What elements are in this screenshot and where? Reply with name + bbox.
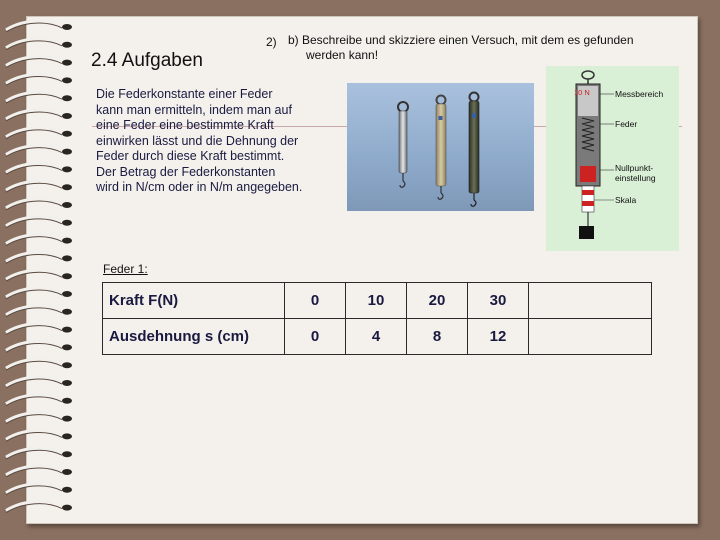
spiral-hole — [62, 220, 72, 226]
spiral-hole — [62, 42, 72, 48]
spiral-hole — [62, 113, 72, 119]
spiral-ring — [6, 92, 62, 101]
spiral-hole — [62, 24, 72, 30]
spiral-hole — [62, 149, 72, 155]
spiral-hole — [62, 451, 72, 457]
task-line-2: werden kann! — [306, 48, 379, 62]
spiral-ring — [6, 270, 62, 279]
spiral-ring — [6, 448, 62, 457]
spiral-ring — [6, 484, 62, 493]
label-range: Messbereich — [615, 89, 664, 99]
spiral-ring — [6, 74, 62, 83]
spiral-hole — [62, 60, 72, 66]
task-number: 2) — [266, 35, 277, 49]
spiral-ring — [6, 502, 62, 511]
spiral-ring — [6, 288, 62, 297]
table-cell: 20 — [407, 283, 468, 319]
spiral-hole — [62, 291, 72, 297]
spiral-hole — [62, 469, 72, 475]
spiral-ring — [6, 57, 62, 66]
spiral-ring — [6, 235, 62, 244]
spiral-hole — [62, 95, 72, 101]
spiral-hole — [62, 487, 72, 493]
measurement-table — [102, 282, 652, 355]
table-cell: 0 — [285, 283, 346, 319]
table-cell: 10 — [346, 283, 407, 319]
spiral-hole — [62, 309, 72, 315]
description-line: Der Betrag der Federkonstanten — [96, 164, 276, 179]
spiral-hole — [62, 273, 72, 279]
spiral-ring — [6, 377, 62, 386]
row-header: Kraft F(N) — [103, 283, 285, 319]
description-line: kann man ermitteln, indem man auf — [96, 102, 292, 117]
task-text — [288, 33, 683, 63]
table-cell: 8 — [407, 319, 468, 355]
spiral-ring — [6, 413, 62, 422]
spiral-ring — [6, 163, 62, 172]
spiral-hole — [62, 184, 72, 190]
label-scale: Skala — [615, 195, 637, 205]
spiral-ring — [6, 128, 62, 137]
label-zero-2: einstellung — [615, 173, 656, 183]
spring-label: Feder 1: — [103, 262, 148, 276]
spiral-hole — [62, 380, 72, 386]
spiral-hole — [62, 433, 72, 439]
spiral-ring — [6, 199, 62, 208]
description-line: Die Federkonstante einer Feder — [96, 87, 273, 101]
table-cell: 12 — [468, 319, 529, 355]
spiral-ring — [6, 359, 62, 368]
description-line: Feder durch diese Kraft bestimmt. — [96, 149, 285, 163]
spiral-ring — [6, 39, 62, 48]
spiral-hole — [62, 202, 72, 208]
spiral-hole — [62, 166, 72, 172]
spring-scales-photo — [347, 83, 534, 211]
table-cell-empty — [529, 283, 652, 319]
table-cell: 4 — [346, 319, 407, 355]
table-cell: 0 — [285, 319, 346, 355]
description-line: eine Feder eine bestimmte Kraft — [96, 118, 274, 132]
spiral-ring — [6, 252, 62, 261]
description-line: wird in N/cm oder in N/m angegeben. — [96, 180, 303, 194]
table-row — [103, 283, 652, 319]
page-title: 2.4 Aufgaben — [91, 50, 203, 71]
spiral-binding — [0, 18, 82, 522]
spring-scale-diagram — [546, 66, 679, 251]
label-zero: Nullpunkt- — [615, 163, 654, 173]
table-row — [103, 319, 652, 355]
spiral-ring — [6, 430, 62, 439]
spiral-hole — [62, 131, 72, 137]
spiral-ring — [6, 466, 62, 475]
spiral-ring — [6, 341, 62, 350]
spiral-hole — [62, 505, 72, 511]
row-header: Ausdehnung s (cm) — [103, 319, 285, 355]
label-spring: Feder — [615, 119, 638, 129]
spiral-hole — [62, 255, 72, 261]
spiral-ring — [6, 21, 62, 30]
spiral-hole — [62, 327, 72, 333]
description-line: einwirken lässt und die Dehnung der — [96, 133, 299, 148]
range-value: 10 N — [574, 88, 590, 97]
table-cell: 30 — [468, 283, 529, 319]
spiral-hole — [62, 362, 72, 368]
spiral-hole — [62, 398, 72, 404]
task-line-1: b) Beschreibe und skizziere einen Versuch, mit dem es gefunden — [288, 33, 634, 47]
spiral-hole — [62, 344, 72, 350]
table-cell-empty — [529, 319, 652, 355]
spiral-ring — [6, 324, 62, 333]
spiral-hole — [62, 416, 72, 422]
spiral-ring — [6, 181, 62, 190]
description-text — [96, 87, 351, 196]
spiral-ring — [6, 217, 62, 226]
spiral-ring — [6, 306, 62, 315]
spiral-ring — [6, 146, 62, 155]
spiral-ring — [6, 110, 62, 119]
spiral-hole — [62, 77, 72, 83]
spiral-ring — [6, 395, 62, 404]
spiral-hole — [62, 238, 72, 244]
